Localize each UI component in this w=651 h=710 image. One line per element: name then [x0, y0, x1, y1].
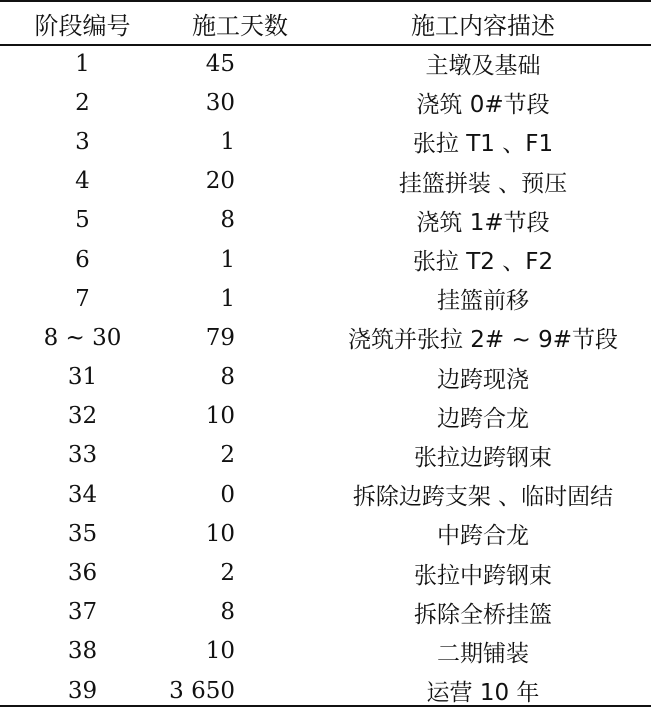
table-row	[0, 358, 651, 397]
stage-table	[0, 2, 651, 710]
construction-description-cell: 主墩及基础	[425, 53, 541, 80]
stage-number-cell: 1	[75, 50, 90, 77]
header-construction-description: 施工内容描述	[411, 11, 555, 40]
construction-description-cell: 挂篮前移	[437, 288, 529, 315]
stage-number-cell: 5	[75, 207, 90, 234]
construction-description-cell: 张拉 T1 、F1	[412, 131, 554, 158]
stage-number-cell: 36	[67, 560, 98, 587]
table-row	[0, 240, 651, 279]
construction-days-cell: 10	[205, 403, 235, 430]
header-stage-number: 阶段编号	[34, 11, 131, 40]
construction-description-cell: 张拉中跨钢束	[414, 562, 552, 589]
stage-number-cell: 6	[75, 246, 90, 273]
stage-number-cell: 4	[75, 168, 90, 195]
stage-number-cell: 38	[67, 638, 98, 665]
construction-days-cell: 2	[220, 560, 235, 587]
table-body	[0, 44, 651, 710]
table-row	[0, 318, 651, 357]
construction-days-cell: 10	[205, 520, 235, 547]
construction-days-cell: 8	[220, 599, 235, 626]
header-construction-days: 施工天数	[192, 11, 288, 40]
header-row	[0, 2, 651, 44]
stage-number-cell: 31	[67, 364, 98, 391]
table-row	[0, 44, 651, 83]
stage-number-cell: 2	[75, 89, 90, 116]
stage-number-cell: 7	[75, 285, 90, 312]
construction-description-cell: 张拉 T2 、F2	[412, 249, 554, 276]
table-header	[0, 2, 651, 44]
stage-number-cell: 39	[67, 677, 98, 704]
construction-days-cell: 2	[220, 442, 235, 469]
table-row	[0, 397, 651, 436]
construction-days-cell: 10	[205, 638, 235, 665]
construction-days-cell: 8	[220, 364, 235, 391]
table-row	[0, 83, 651, 122]
stage-number-cell: 8 ~ 30	[43, 324, 122, 351]
table-row	[0, 162, 651, 201]
table-row	[0, 436, 651, 475]
stage-number-cell: 3	[75, 128, 90, 155]
stage-number-cell: 35	[67, 520, 98, 547]
table-row	[0, 475, 651, 514]
construction-days-cell: 45	[205, 50, 235, 77]
construction-description-cell: 浇筑并张拉 2# ~ 9#节段	[347, 327, 618, 354]
table-row	[0, 122, 651, 161]
construction-description-cell: 拆除边跨支架 、临时固结	[352, 484, 614, 511]
stage-number-cell: 37	[67, 599, 98, 626]
stage-number-cell: 33	[67, 442, 98, 469]
construction-days-cell: 1	[220, 128, 235, 155]
table-row	[0, 671, 651, 710]
construction-description-cell: 运营 10 年	[426, 680, 540, 707]
construction-description-cell: 浇筑 1#节段	[416, 209, 550, 236]
construction-description-cell: 张拉边跨钢束	[414, 444, 552, 471]
construction-description-cell: 边跨合龙	[437, 405, 529, 432]
table-row	[0, 593, 651, 632]
table-row	[0, 201, 651, 240]
construction-days-cell: 3 650	[169, 677, 235, 704]
construction-description-cell: 中跨合龙	[437, 523, 529, 550]
table-row	[0, 279, 651, 318]
table-row	[0, 632, 651, 671]
construction-description-cell: 边跨现浇	[437, 366, 529, 393]
construction-days-cell: 1	[220, 246, 235, 273]
table-row	[0, 514, 651, 553]
construction-days-cell: 20	[205, 168, 235, 195]
construction-description-cell: 二期铺装	[437, 640, 529, 667]
construction-days-cell: 79	[205, 324, 235, 351]
table-row	[0, 553, 651, 592]
construction-days-cell: 0	[220, 481, 235, 508]
construction-description-cell: 拆除全桥挂篮	[414, 601, 552, 628]
construction-description-cell: 浇筑 0#节段	[416, 92, 550, 119]
stage-number-cell: 32	[67, 403, 98, 430]
construction-description-cell: 挂篮拼装 、预压	[398, 170, 568, 197]
construction-days-cell: 1	[220, 285, 235, 312]
construction-days-cell: 8	[220, 207, 235, 234]
stage-number-cell: 34	[67, 481, 98, 508]
construction-days-cell: 30	[205, 89, 235, 116]
